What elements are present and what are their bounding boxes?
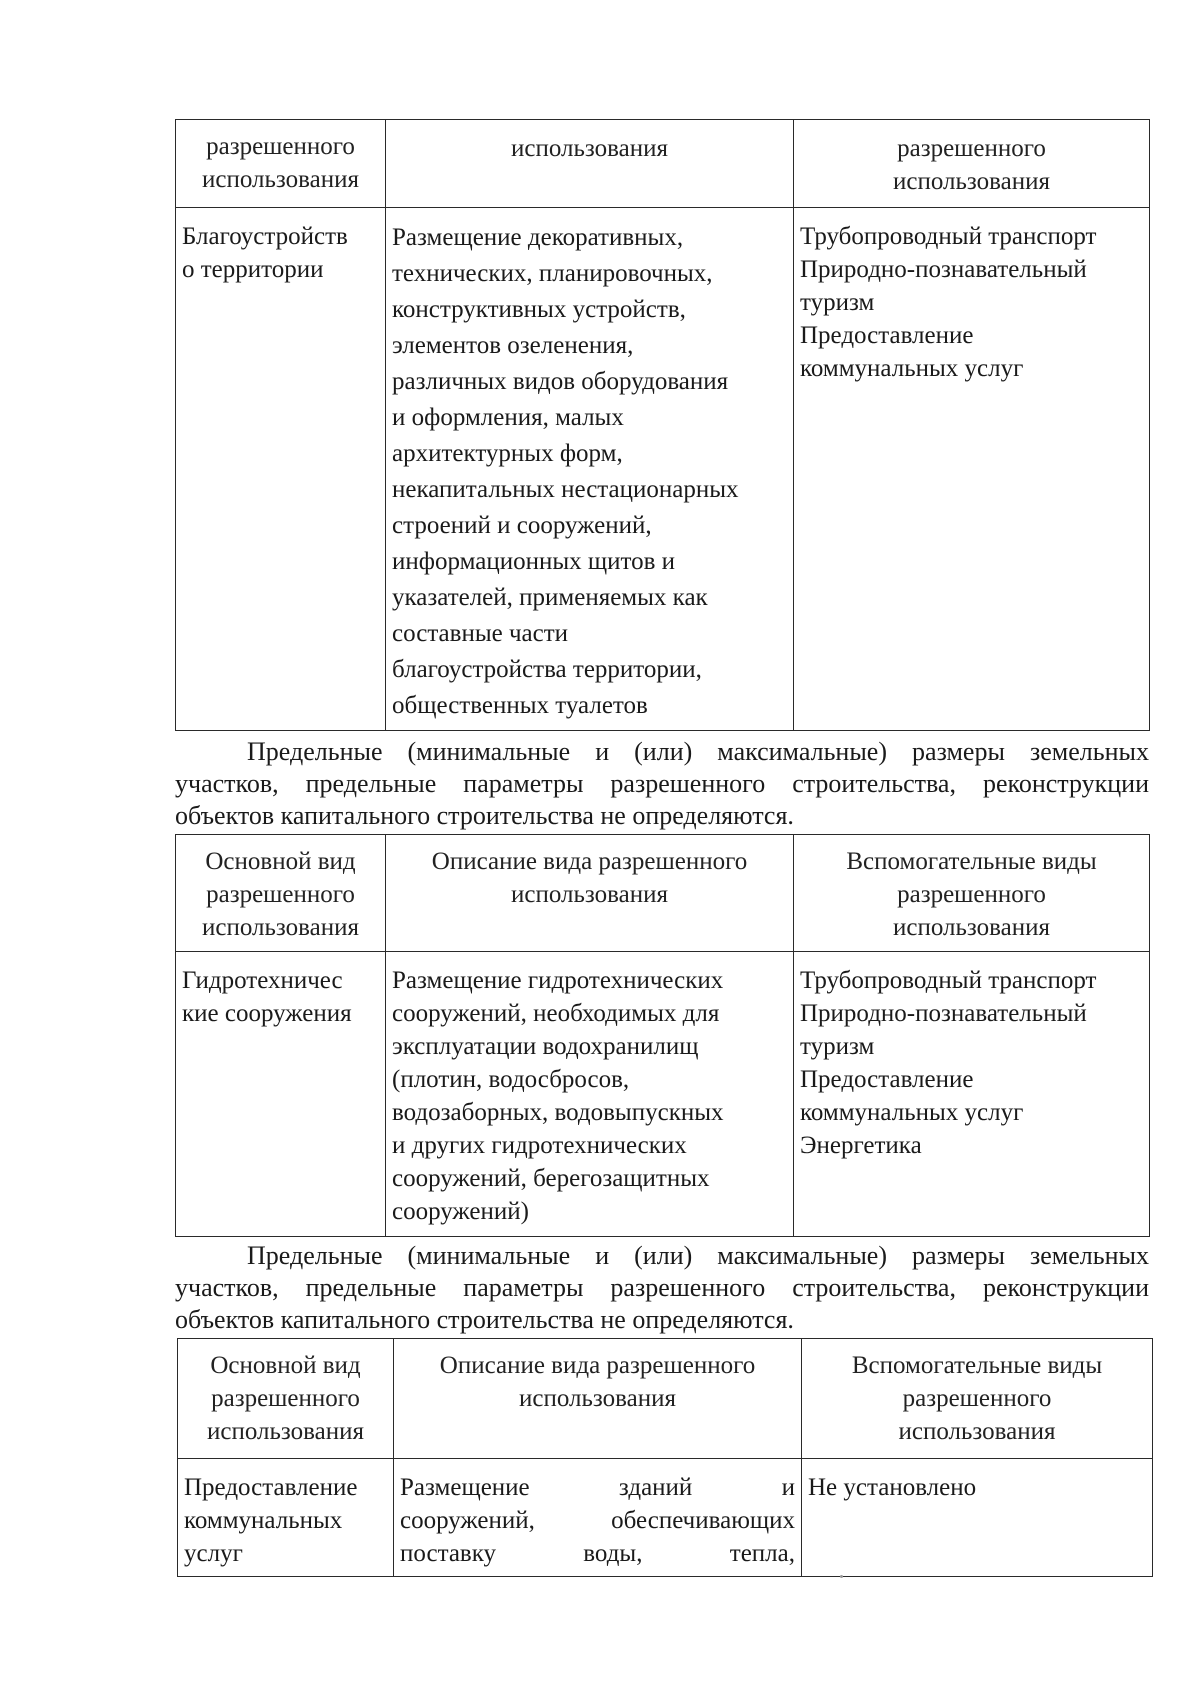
table-header-row xyxy=(178,1339,1153,1459)
note-line: участков, предельные параметры разрешенного строительства, реконструкции xyxy=(175,1273,1149,1302)
table-row xyxy=(176,952,1150,1237)
cell-main-type: Предоставление коммунальных услуг xyxy=(178,1459,394,1577)
description-line: сооружений, обеспечивающих xyxy=(400,1507,795,1534)
note-line: участков, предельные параметры разрешенного строительства, реконструкции xyxy=(175,769,1149,798)
cell-description xyxy=(394,1459,802,1577)
table-header-row xyxy=(176,835,1150,952)
cell-description: Размещение декоративных, технических, планировочных, конструктивных устройств, элементов озеленения, различных видов оборудования и оформления, малых архитектурных форм, некапитальных нестационарных строений и сооружений, информационных щитов и указателей, применяемых как составные части благоустройства территории, общественных туалетов xyxy=(386,208,794,731)
cell-description: Размещение гидротехнических сооружений, необходимых для эксплуатации водохранилищ (плотин, водосбросов, водозаборных, водовыпускных и других гидротехнических сооружений, берегозащитных сооружений) xyxy=(386,952,794,1237)
note-line: Предельные (минимальные и (или) максимальные) размеры земельных xyxy=(247,1241,1149,1270)
limits-note xyxy=(175,736,1149,832)
header-main-type: Основной вид разрешенного использования xyxy=(178,1339,394,1459)
note-line: объектов капитального строительства не определяются. xyxy=(175,1305,794,1334)
description-line: поставку воды, тепла, xyxy=(400,1540,795,1567)
header-main-type: Основной вид разрешенного использования xyxy=(176,835,386,952)
zoning-table-continuation xyxy=(175,119,1150,731)
header-auxiliary-types: разрешенного использования xyxy=(794,120,1150,208)
cell-auxiliary-types: Не установлено xyxy=(802,1459,1153,1577)
scan-speck xyxy=(840,1575,843,1578)
zoning-table-utilities xyxy=(177,1338,1153,1577)
header-description: Описание вида разрешенного использования xyxy=(394,1339,802,1459)
cell-auxiliary-types: Трубопроводный транспорт Природно-познавательный туризм Предоставление коммунальных услуг Энергетика xyxy=(794,952,1150,1237)
table-row xyxy=(178,1459,1153,1577)
limits-note xyxy=(175,1240,1149,1336)
header-description: использования xyxy=(386,120,794,208)
description-line: Размещение зданий и xyxy=(400,1474,795,1501)
header-description: Описание вида разрешенного использования xyxy=(386,835,794,952)
header-auxiliary-types: Вспомогательные виды разрешенного использования xyxy=(794,835,1150,952)
cell-main-type: Благоустройств о территории xyxy=(176,208,386,731)
header-main-type: разрешенного использования xyxy=(176,120,386,208)
table-header-row xyxy=(176,120,1150,208)
header-auxiliary-types: Вспомогательные виды разрешенного использования xyxy=(802,1339,1153,1459)
cell-main-type: Гидротехничес кие сооружения xyxy=(176,952,386,1237)
table-row xyxy=(176,208,1150,731)
zoning-table-hydro xyxy=(175,834,1150,1237)
note-line: объектов капитального строительства не определяются. xyxy=(175,801,794,830)
cell-auxiliary-types: Трубопроводный транспорт Природно-познавательный туризм Предоставление коммунальных услуг xyxy=(794,208,1150,731)
note-line: Предельные (минимальные и (или) максимальные) размеры земельных xyxy=(247,737,1149,766)
